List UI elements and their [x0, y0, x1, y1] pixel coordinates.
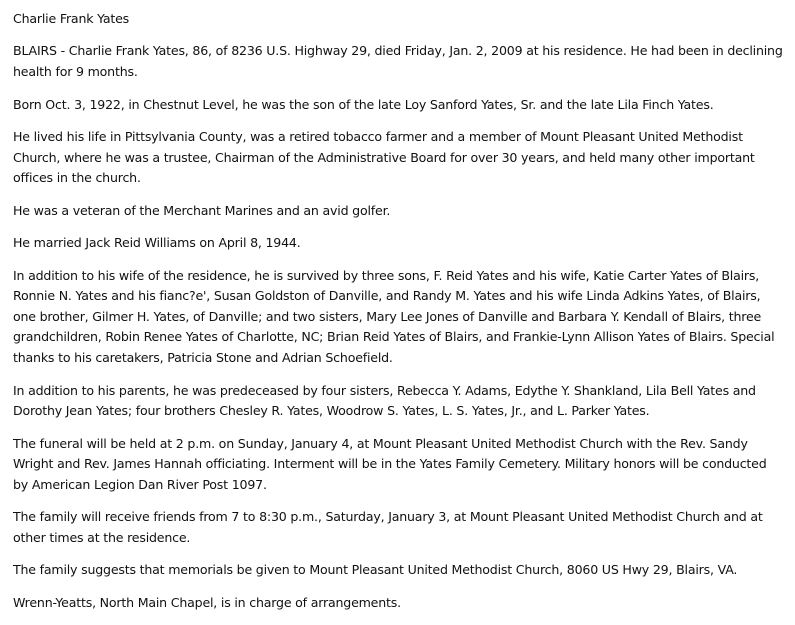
paragraph-survivors: In addition to his wife of the residence, he is survived by three sons, F. Reid Yates and his wife, Katie Carter Yates of Blairs, Ronnie N. Yates and his fianc?e', Susan Goldston of Danville, and Randy M. Yates and his wife Linda Adkins Yates, of Blairs, one brother, Gilmer H. Yates, of Danville; and two sisters, Mary Lee Jones of Danville and Barbara Y. Kendall of Blairs, three grandchildren, Robin Renee Yates of Charlotte, NC; Brian Reid Yates of Blairs, and Frankie-Lynn Allison Yates of Blairs. Special thanks to his caretakers, Patricia Stone and Adrian Schoefield.	[13, 267, 775, 366]
paragraph-life: He lived his life in Pittsylvania County, was a retired tobacco farmer and a member of Mount Pleasant United Methodist Church, where he was a trustee, Chairman of the Administrative Board for over 30 years, and held many other important offices in the church.	[13, 129, 755, 186]
paragraph-birth: Born Oct. 3, 1922, in Chestnut Level, he was the son of the late Loy Sanford Yates, Sr. and the late Lila Finch Yates.	[13, 96, 714, 112]
paragraph-arrangements: Wrenn-Yeatts, North Main Chapel, is in charge of arrangements.	[13, 594, 401, 610]
paragraph-visitation: The family will receive friends from 7 to 8:30 p.m., Saturday, January 3, at Mount Pleasant United Methodist Church and at other times at the residence.	[13, 509, 763, 545]
paragraph-marriage: He married Jack Reid Williams on April 8, 1944.	[13, 235, 301, 251]
paragraph-death-notice: BLAIRS - Charlie Frank Yates, 86, of 8236 U.S. Highway 29, died Friday, Jan. 2, 2009 at his residence. He had been in declining health for 9 months.	[13, 43, 783, 80]
paragraph-veteran: He was a veteran of the Merchant Marines and an avid golfer.	[13, 202, 391, 218]
obituary-title: Charlie Frank Yates	[13, 11, 130, 26]
paragraph-funeral: The funeral will be held at 2 p.m. on Sunday, January 4, at Mount Pleasant United Methodist Church with the Rev. Sandy Wright and Rev. James Hannah officiating. Interment will be in the Yates Family Cemetery. Military honors will be conducted by American Legion Dan River Post 1097.	[13, 435, 767, 492]
paragraph-memorials: The family suggests that memorials be given to Mount Pleasant United Methodist Church, 8060 US Hwy 29, Blairs, VA.	[13, 562, 738, 578]
obituary-document	[13, 9, 785, 625]
paragraph-predeceased: In addition to his parents, he was predeceased by four sisters, Rebecca Y. Adams, Edythe Y. Shankland, Lila Bell Yates and Dorothy Jean Yates; four brothers Chesley R. Yates, Woodrow S. Yates, L. S. Yates, Jr., and L. Parker Yates.	[13, 382, 756, 419]
